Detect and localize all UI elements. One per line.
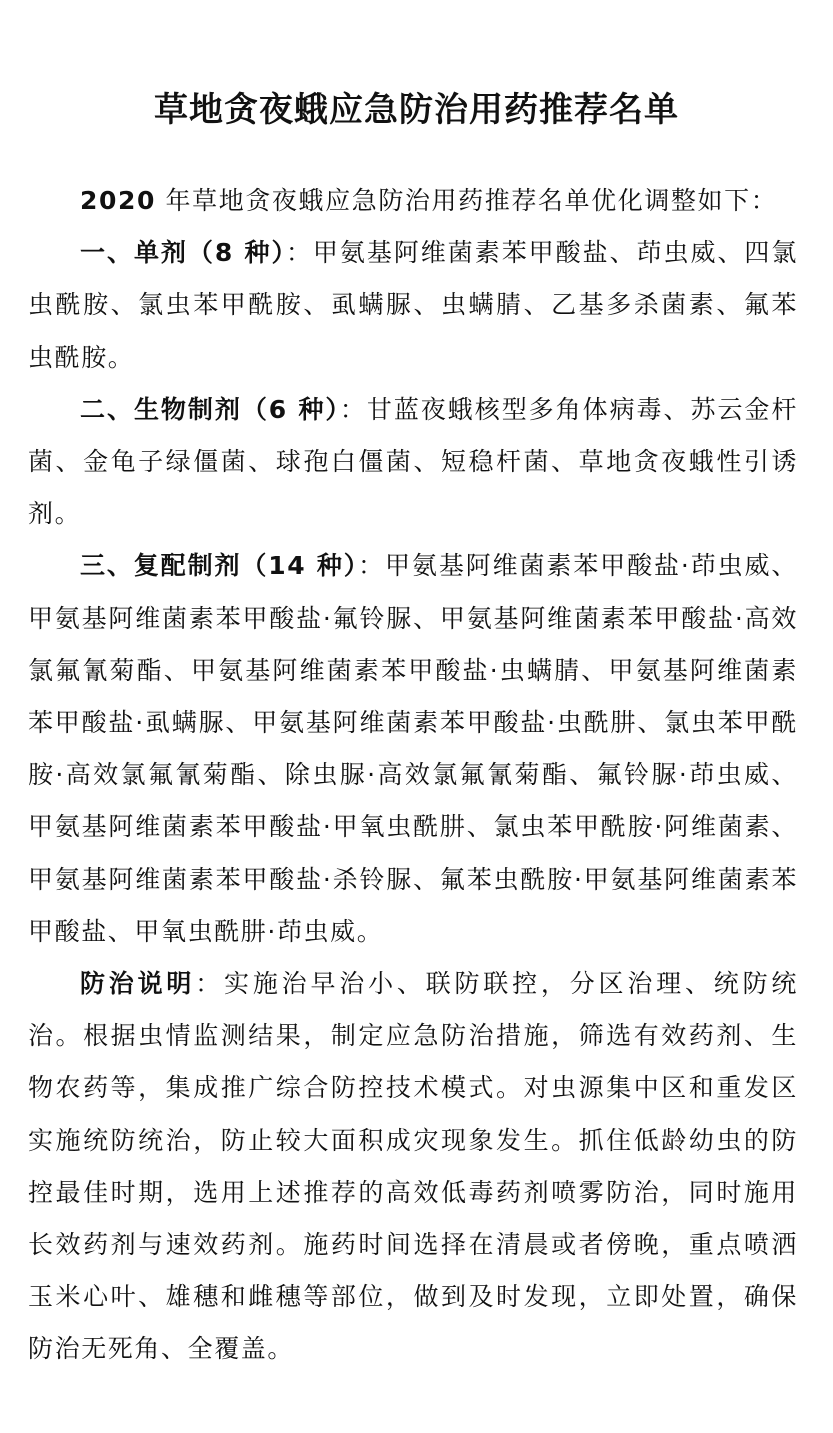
section-heading: 一、单剂（8 种） bbox=[80, 238, 286, 268]
section-text: ：甲氨基阿维菌素苯甲酸盐·茚虫威、甲氨基阿维菌素苯甲酸盐·氟铃脲、甲氨基阿维菌素苯甲酸盐·高效氯氟氰菊酯、甲氨基阿维菌素苯甲酸盐·虫螨腈、甲氨基阿维菌素苯甲酸盐·虱螨脲、甲氨基阿维菌素苯甲酸盐·虫酰肼、氯虫苯甲酰胺·高效氯氟氰菊酯、除虫脲·高效氯氟氰菊酯、氟铃脲·茚虫威、甲氨基阿维菌素苯甲酸盐·甲氧虫酰肼、氯虫苯甲酰胺·阿维菌素、甲氨基阿维菌素苯甲酸盐·杀铃脲、氟苯虫酰胺·甲氨基阿维菌素苯甲酸盐、甲氧虫酰肼·茚虫威。 bbox=[28, 551, 798, 946]
section-text: ：甲氨基阿维菌素苯甲酸盐、茚虫威、四氯虫酰胺、氯虫苯甲酰胺、虱螨脲、虫螨腈、乙基多杀菌素、氟苯虫酰胺。 bbox=[28, 238, 798, 372]
control-notes-heading: 防治说明 bbox=[80, 969, 196, 999]
section-heading: 二、生物制剂（6 种） bbox=[80, 394, 340, 424]
intro-paragraph bbox=[28, 175, 798, 227]
intro-text: 年草地贪夜蛾应急防治用药推荐名单优化调整如下： bbox=[155, 186, 778, 215]
section-compound-agents bbox=[28, 540, 798, 958]
control-notes-text: ：实施治早治小、联防联控，分区治理、统防统治。根据虫情监测结果，制定应急防治措施，筛选有效药剂、生物农药等，集成推广综合防控技术模式。对虫源集中区和重发区实施统防统治，防止较大面积成灾现象发生。抓住低龄幼虫的防控最佳时期，选用上述推荐的高效低毒药剂喷雾防治，同时施用长效药剂与速效药剂。施药时间选择在清晨或者傍晚，重点喷洒玉米心叶、雄穗和雌穗等部位，做到及时发现，立即处置，确保防治无死角、全覆盖。 bbox=[28, 969, 798, 1364]
section-single-agents bbox=[28, 227, 798, 384]
section-heading: 三、复配制剂（14 种） bbox=[80, 551, 359, 581]
document-title: 草地贪夜蛾应急防治用药推荐名单 bbox=[154, 90, 679, 130]
section-biological-agents bbox=[28, 384, 798, 541]
section-text: ：甘蓝夜蛾核型多角体病毒、苏云金杆菌、金龟子绿僵菌、球孢白僵菌、短稳杆菌、草地贪夜蛾性引诱剂。 bbox=[28, 394, 798, 529]
intro-year: 2020 bbox=[80, 186, 156, 215]
control-notes-paragraph bbox=[28, 958, 798, 1376]
document-body bbox=[28, 175, 798, 1376]
